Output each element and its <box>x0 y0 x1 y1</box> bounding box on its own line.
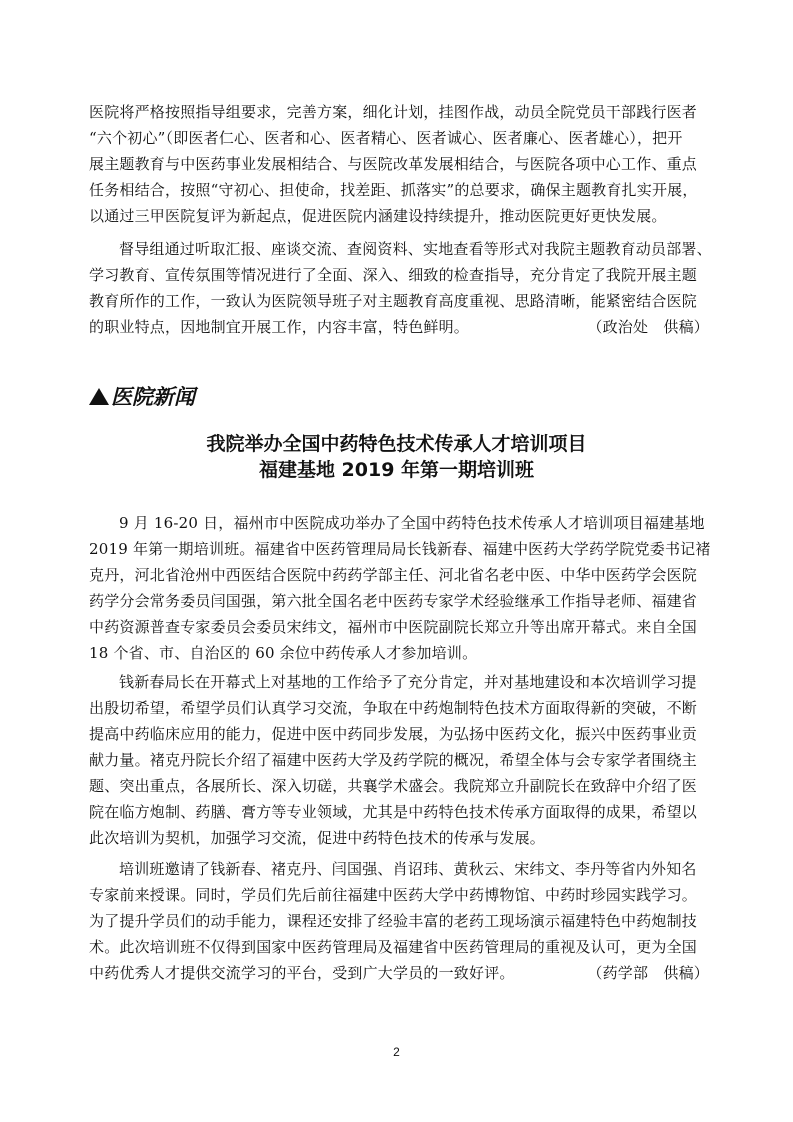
paragraph-line: 医院将严格按照指导组要求，完善方案，细化计划，挂图作战，动员全院党员干部践行医者 <box>89 103 698 121</box>
section-heading <box>89 384 195 410</box>
paragraph-line: 献力量。褚克丹院长介绍了福建中医药大学及药学院的概况，希望全体与会专家学者围绕主 <box>89 751 698 769</box>
paragraph-line: 此次培训为契机，加强学习交流，促进中药特色技术的传承与发展。 <box>89 829 546 847</box>
triangle-icon <box>89 388 109 405</box>
paragraph-line: 提高中药临床应用的能力，促进中医中药同步发展，为弘扬中医药文化，振兴中医药事业贡 <box>89 725 698 743</box>
page-number: 2 <box>393 1045 400 1059</box>
paragraph-line: 题、突出重点，各展所长、深入切磋，共襄学术盛会。我院郑立升副院长在致辞中介绍了医 <box>89 777 698 795</box>
paragraph-line: 教育所作的工作，一致认为医院领导班子对主题教育高度重视、思路清晰，能紧密结合医院 <box>89 292 698 310</box>
paragraph-line: 以通过三甲医院复评为新起点，促进医院内涵建设持续提升，推动医院更好更快发展。 <box>89 207 667 225</box>
paragraph-line: 督导组通过听取汇报、座谈交流、查阅资料、实地查看等形式对我院主题教育动员部署、 <box>119 240 712 258</box>
paragraph-line: 2019 年第一期培训班。福建省中医药管理局局长钱新春、福建中医药大学药学院党委书记褚 <box>89 540 711 558</box>
paragraph-line: 为了提升学员们的动手能力，课程还安排了经验丰富的老药工现场演示福建特色中药炮制技 <box>89 912 698 930</box>
paragraph-text: 中药优秀人才提供交流学习的平台，受到广大学员的一致好评。 <box>89 964 515 982</box>
paragraph-line: 院在临方炮制、药膳、膏方等专业领域，尤其是中药特色技术传承方面取得的成果，希望以 <box>89 803 698 821</box>
credit-note: （政治处 供稿） <box>587 318 709 336</box>
paragraph-line-with-credit <box>89 317 709 337</box>
paragraph-line: 克丹，河北省沧州中西医结合医院中药药学部主任、河北省名老中医、中华中医药学会医院 <box>89 566 698 584</box>
paragraph-line: 18 个省、市、自治区的 60 余位中药传承人才参加培训。 <box>89 644 478 662</box>
article-title-line2: 福建基地 2019 年第一期培训班 <box>258 459 535 481</box>
paragraph-line: 药学分会常务委员闫国强，第六批全国名老中医药专家学术经验继承工作指导老师、福建省 <box>89 592 698 610</box>
article-title-line1: 我院举办全国中药特色技术传承人才培训项目 <box>206 433 587 455</box>
paragraph-line-with-credit <box>89 963 709 983</box>
paragraph-line: 展主题教育与中医药事业发展相结合、与医院改革发展相结合，与医院各项中心工作、重点 <box>89 155 698 173</box>
paragraph-line: 培训班邀请了钱新春、褚克丹、闫国强、肖诏玮、黄秋云、宋纬文、李丹等省内外知名 <box>119 860 697 878</box>
paragraph-line: 中药资源普查专家委员会委员宋纬文，福州市中医院副院长郑立升等出席开幕式。来自全国 <box>89 618 698 636</box>
paragraph-text: 的职业特点，因地制宜开展工作，内容丰富，特色鲜明。 <box>89 318 470 336</box>
credit-note: （药学部 供稿） <box>587 964 709 982</box>
paragraph-line: 钱新春局长在开幕式上对基地的工作给予了充分肯定，并对基地建设和本次培训学习提 <box>119 673 697 691</box>
paragraph-line: 专家前来授课。同时，学员们先后前往福建中医药大学中药博物馆、中药时珍园实践学习。 <box>89 886 698 904</box>
paragraph-line: 术。此次培训班不仅得到国家中医药管理局及福建省中医药管理局的重视及认可，更为全国 <box>89 938 698 956</box>
paragraph-line: 9 月 16-20 日，福州市中医院成功举办了全国中药特色技术传承人才培训项目福建基地 <box>119 514 705 532</box>
paragraph-line: 任务相结合，按照“守初心、担使命，找差距、抓落实”的总要求，确保主题教育扎实开展， <box>89 181 698 199</box>
paragraph-line: 出殷切希望，希望学员们认真学习交流，争取在中药炮制特色技术方面取得新的突破，不断 <box>89 699 698 717</box>
section-heading-text: 医院新闻 <box>111 385 195 409</box>
paragraph-line: 学习教育、宣传氛围等情况进行了全面、深入、细致的检查指导，充分肯定了我院开展主题 <box>89 266 698 284</box>
paragraph-line: “六个初心”（即医者仁心、医者和心、医者精心、医者诚心、医者廉心、医者雄心），把开 <box>89 129 683 147</box>
